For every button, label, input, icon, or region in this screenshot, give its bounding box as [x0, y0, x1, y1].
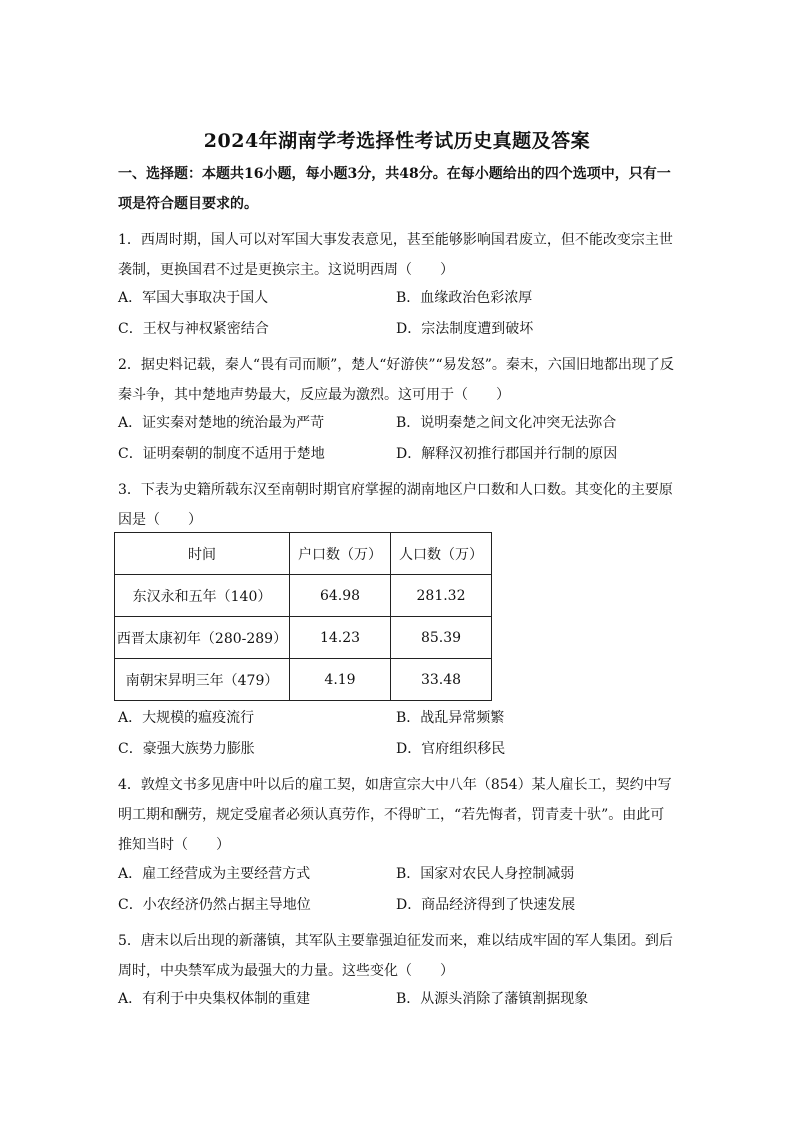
question-1-options-row-2	[118, 318, 678, 340]
table-header-cell: 人口数（万）	[391, 533, 492, 575]
table-cell: 西晋太康初年（280-289）	[115, 617, 290, 659]
option-c[interactable]: C．证明秦朝的制度不适用于楚地	[118, 446, 325, 462]
table-row	[115, 659, 492, 701]
table-cell: 东汉永和五年（140）	[115, 575, 290, 617]
option-a[interactable]: A．有利于中央集权体制的重建	[118, 991, 311, 1007]
option-b[interactable]: B．血缘政治色彩浓厚	[396, 290, 533, 306]
option-d[interactable]: D．官府组织移民	[396, 741, 506, 757]
question-4-options-row-2	[118, 894, 678, 916]
table-cell: 14.23	[290, 617, 391, 659]
question-2-stem: 2．据史料记载，秦人“畏有司而顺”，楚人“好游侠”“易发怒”。秦末，六国旧地都出现了反秦斗争，其中楚地声势最大，反应最为激烈。这可用于（ ）	[118, 357, 674, 403]
section-instructions: 一、选择题：本题共16小题，每小题3分，共48分。在每小题给出的四个选项中，只有一项是符合题目要求的。	[118, 166, 671, 212]
question-3-options-row-2	[118, 738, 678, 760]
option-a[interactable]: A．大规模的瘟疫流行	[118, 710, 255, 726]
question-3-options-row-1	[118, 707, 678, 729]
table-row	[115, 575, 492, 617]
document-title: 2024年湖南学考选择性考试历史真题及答案	[203, 130, 591, 152]
option-b[interactable]: B．说明秦楚之间文化冲突无法弥合	[396, 415, 617, 431]
population-table	[114, 532, 492, 701]
table-cell: 南朝宋昇明三年（479）	[115, 659, 290, 701]
table-cell: 281.32	[391, 575, 492, 617]
option-d[interactable]: D．商品经济得到了快速发展	[396, 897, 576, 913]
option-b[interactable]: B．国家对农民人身控制减弱	[396, 866, 575, 882]
option-c[interactable]: C．王权与神权紧密结合	[118, 321, 269, 337]
table-header-row	[115, 533, 492, 575]
option-a[interactable]: A．军国大事取决于国人	[118, 290, 269, 306]
option-d[interactable]: D．解释汉初推行郡国并行制的原因	[396, 446, 618, 462]
question-1-options-row-1	[118, 287, 678, 309]
option-a[interactable]: A．雇工经营成为主要经营方式	[118, 866, 311, 882]
question-5-options-row-1	[118, 988, 678, 1010]
question-3-stem: 3．下表为史籍所载东汉至南朝时期官府掌握的湖南地区户口数和人口数。其变化的主要原因是（ ）	[118, 482, 673, 528]
question-2-options-row-1	[118, 412, 678, 434]
table-header-cell: 户口数（万）	[290, 533, 391, 575]
table-row	[115, 617, 492, 659]
table-cell: 85.39	[391, 617, 492, 659]
option-a[interactable]: A．证实秦对楚地的统治最为严苛	[118, 415, 325, 431]
table-cell: 4.19	[290, 659, 391, 701]
question-5-stem: 5．唐末以后出现的新藩镇，其军队主要靠强迫征发而来，难以结成牢固的军人集团。到后周时，中央禁军成为最强大的力量。这些变化（ ）	[118, 933, 673, 979]
option-c[interactable]: C．豪强大族势力膨胀	[118, 741, 255, 757]
option-b[interactable]: B．从源头消除了藩镇割据现象	[396, 991, 589, 1007]
table-header-cell: 时间	[115, 533, 290, 575]
question-2-options-row-2	[118, 443, 678, 465]
question-4-options-row-1	[118, 863, 678, 885]
question-1-stem: 1．西周时期，国人可以对军国大事发表意见，甚至能够影响国君废立，但不能改变宗主世袭制，更换国君不过是更换宗主。这说明西周（ ）	[118, 232, 673, 278]
option-d[interactable]: D．宗法制度遭到破坏	[396, 321, 534, 337]
option-c[interactable]: C．小农经济仍然占据主导地位	[118, 897, 311, 913]
table-cell: 33.48	[391, 659, 492, 701]
option-b[interactable]: B．战乱异常频繁	[396, 710, 505, 726]
question-4-stem: 4．敦煌文书多见唐中叶以后的雇工契，如唐宣宗大中八年（854）某人雇长工，契约中写明工期和酬劳，规定受雇者必须认真劳作，不得旷工，“若先悔者，罚青麦十驮”。由此可推知当时（ ）	[118, 777, 672, 853]
table-cell: 64.98	[290, 575, 391, 617]
